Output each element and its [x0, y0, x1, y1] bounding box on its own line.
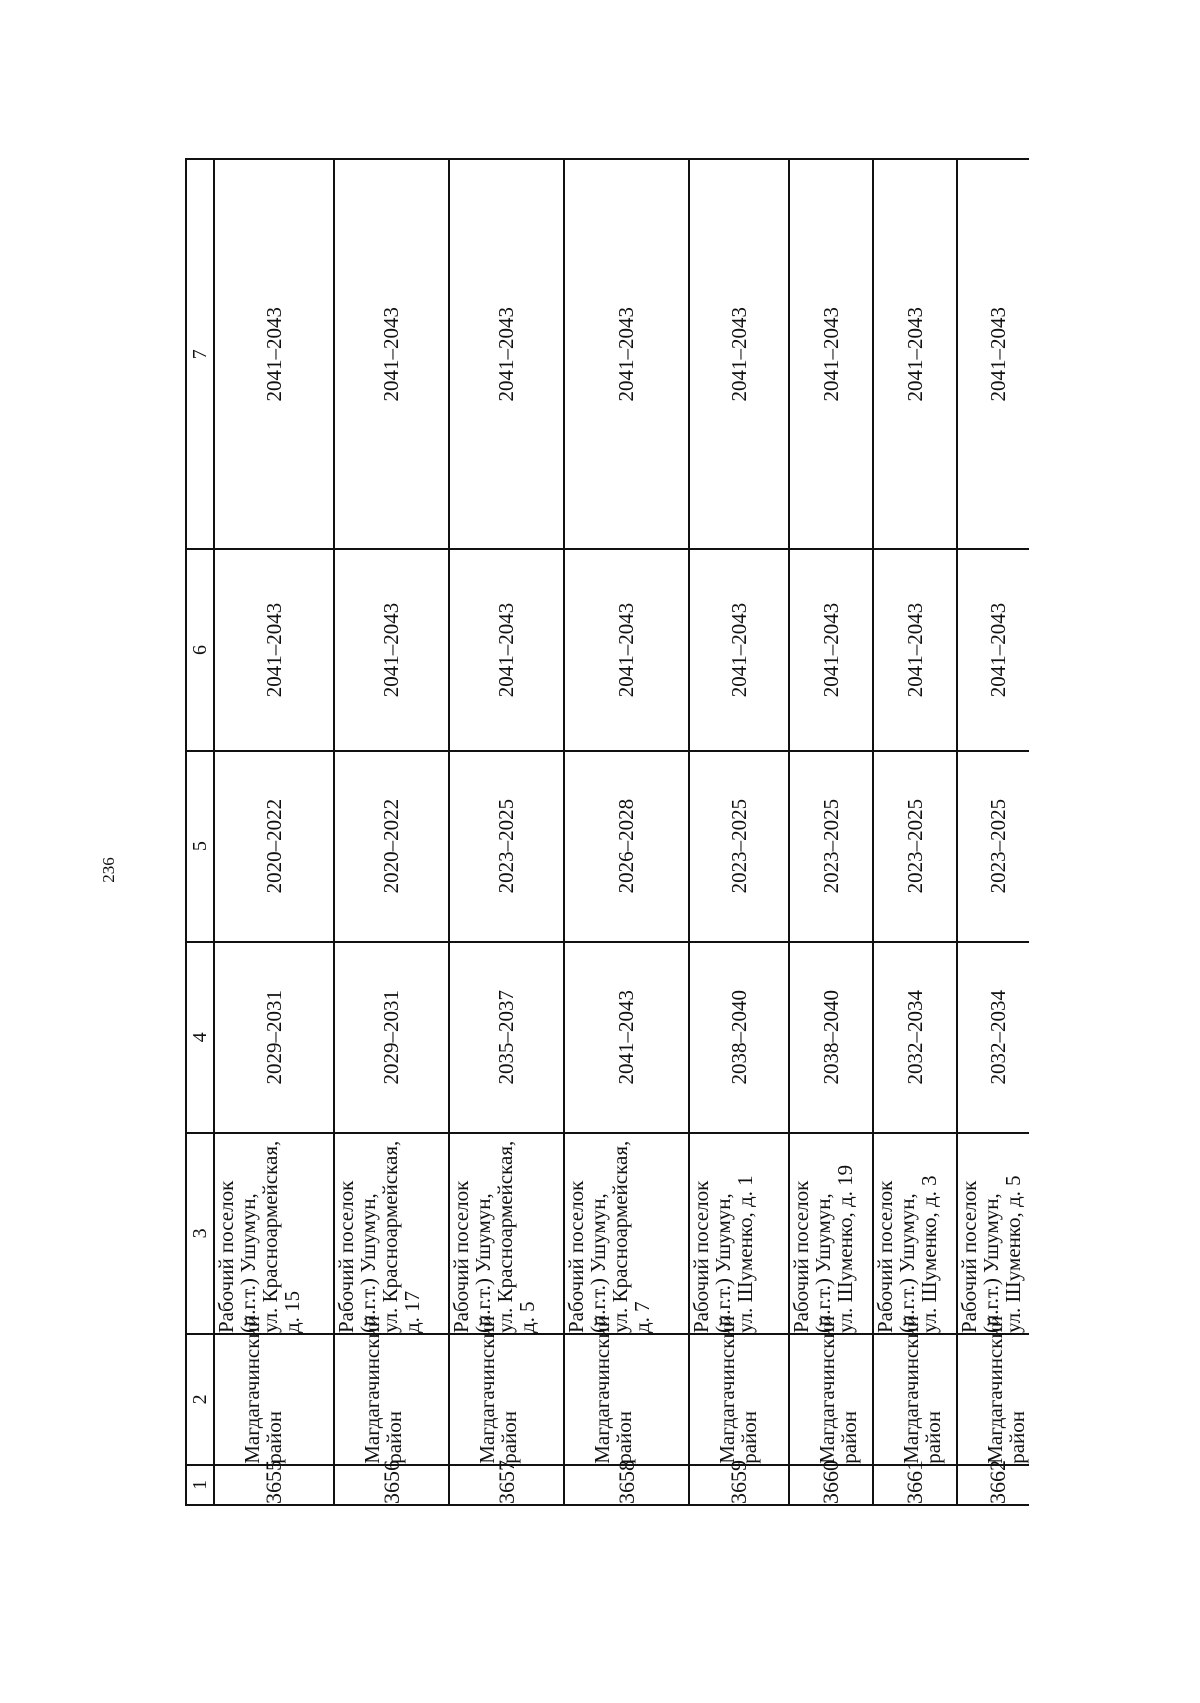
address-line: ул. Шуменко, д. 5 [1001, 1175, 1026, 1333]
header-row [186, 159, 214, 1505]
row-number-cell: 3657 [449, 1465, 564, 1505]
period-cell-col7: 2041–2043 [214, 159, 334, 549]
address-line: ул. Красноармейская, [378, 1140, 403, 1333]
period-cell-col6: 2041–2043 [689, 549, 789, 750]
address-line: (п.г.т.) Ушумун, [979, 1193, 1004, 1333]
address-line: д. 15 [280, 1290, 305, 1333]
row-number-cell: 3660 [789, 1465, 873, 1505]
period-cell-col7: 2041–2043 [449, 159, 564, 549]
column-header: 6 [186, 549, 214, 750]
district-text: Магдагачинский район [715, 1316, 762, 1464]
address-line: (п.г.т.) Ушумун, [586, 1193, 611, 1333]
district-cell [957, 1316, 1029, 1465]
period-cell-col5: 2023–2025 [873, 751, 957, 942]
address-cell [689, 1133, 789, 1334]
row-number-cell: 3655 [214, 1465, 334, 1505]
address-line: (п.г.т.) Ушумун, [811, 1193, 836, 1333]
table-row [689, 159, 789, 1505]
period-cell-col6: 2041–2043 [334, 549, 449, 750]
address-cell [789, 1133, 873, 1334]
address-cell [957, 1133, 1029, 1334]
column-header: 2 [186, 1334, 214, 1465]
address-line: ул. Шуменко, д. 19 [833, 1164, 858, 1333]
page-number: 236 [99, 857, 118, 883]
period-cell-col4: 2035–2037 [449, 942, 564, 1133]
period-cell-col4: 2038–2040 [789, 942, 873, 1133]
address-line: д. 7 [630, 1301, 655, 1333]
address-line: ул. Красноармейская, [493, 1140, 518, 1333]
period-cell-col5: 2020–2022 [214, 751, 334, 942]
period-cell-col6: 2041–2043 [214, 549, 334, 750]
address-line: д. 17 [400, 1290, 425, 1333]
address-cell [564, 1133, 689, 1334]
address-line: ул. Красноармейская, [258, 1140, 283, 1333]
district-text: Магдагачинский район [240, 1316, 287, 1464]
period-cell-col7: 2041–2043 [873, 159, 957, 549]
period-cell-col6: 2041–2043 [873, 549, 957, 750]
district-text: Магдагачинский район [590, 1316, 637, 1464]
address-line: Рабочий поселок [789, 1180, 813, 1333]
period-cell-col4: 2029–2031 [214, 942, 334, 1133]
period-cell-col6: 2041–2043 [449, 549, 564, 750]
address-line: Рабочий поселок [449, 1180, 473, 1333]
district-text: Магдагачинский район [360, 1316, 407, 1464]
address-line: Рабочий поселок [689, 1180, 713, 1333]
row-number-cell: 3658 [564, 1465, 689, 1505]
address-line: Рабочий поселок [214, 1180, 238, 1333]
table-row [449, 159, 564, 1505]
period-cell-col7: 2041–2043 [789, 159, 873, 549]
period-cell-col4: 2038–2040 [689, 942, 789, 1133]
period-cell-col6: 2041–2043 [957, 549, 1029, 750]
row-number-cell: 3661 [873, 1465, 957, 1505]
table-row [957, 159, 1029, 1505]
district-cell [789, 1316, 873, 1465]
registry-table [185, 158, 1029, 1506]
table-row [873, 159, 957, 1505]
address-cell [334, 1133, 449, 1334]
district-text: Магдагачинский район [815, 1316, 862, 1464]
address-line: Рабочий поселок [334, 1180, 358, 1333]
period-cell-col4: 2032–2034 [873, 942, 957, 1133]
address-line: ул. Шуменко, д. 3 [917, 1175, 942, 1333]
address-line: Рабочий поселок [873, 1180, 897, 1333]
district-cell [214, 1316, 334, 1465]
column-header: 5 [186, 751, 214, 942]
address-line: Рабочий поселок [957, 1180, 981, 1333]
address-line: ул. Шуменко, д. 1 [733, 1175, 758, 1333]
address-line: (п.г.т.) Ушумун, [711, 1193, 736, 1333]
period-cell-col6: 2041–2043 [564, 549, 689, 750]
period-cell-col4: 2029–2031 [334, 942, 449, 1133]
address-cell [873, 1133, 957, 1334]
period-cell-col7: 2041–2043 [564, 159, 689, 549]
address-cell [449, 1133, 564, 1334]
address-line: (п.г.т.) Ушумун, [895, 1193, 920, 1333]
period-cell-col6: 2041–2043 [789, 549, 873, 750]
district-text: Магдагачинский район [899, 1316, 946, 1464]
column-header: 1 [186, 1465, 214, 1505]
period-cell-col7: 2041–2043 [957, 159, 1029, 549]
period-cell-col5: 2023–2025 [449, 751, 564, 942]
period-cell-col4: 2041–2043 [564, 942, 689, 1133]
period-cell-col7: 2041–2043 [334, 159, 449, 549]
address-line: (п.г.т.) Ушумун, [471, 1193, 496, 1333]
district-cell [873, 1316, 957, 1465]
district-text: Магдагачинский район [983, 1316, 1029, 1464]
period-cell-col5: 2020–2022 [334, 751, 449, 942]
district-cell [334, 1316, 449, 1465]
column-header: 7 [186, 159, 214, 549]
address-line: д. 5 [515, 1301, 540, 1333]
period-cell-col5: 2023–2025 [689, 751, 789, 942]
table-row [214, 159, 334, 1505]
address-line: Рабочий поселок [564, 1180, 588, 1333]
table-row [334, 159, 449, 1505]
address-line: (п.г.т.) Ушумун, [356, 1193, 381, 1333]
column-header: 4 [186, 942, 214, 1133]
district-cell [689, 1316, 789, 1465]
column-header: 3 [186, 1133, 214, 1334]
table-row [564, 159, 689, 1505]
address-cell [214, 1133, 334, 1334]
row-number-cell: 3662 [957, 1465, 1029, 1505]
period-cell-col5: 2023–2025 [957, 751, 1029, 942]
row-number-cell: 3659 [689, 1465, 789, 1505]
address-line: (п.г.т.) Ушумун, [236, 1193, 261, 1333]
address-line: ул. Красноармейская, [608, 1140, 633, 1333]
row-number-cell: 3656 [334, 1465, 449, 1505]
period-cell-col5: 2023–2025 [789, 751, 873, 942]
table-row [789, 159, 873, 1505]
period-cell-col5: 2026–2028 [564, 751, 689, 942]
period-cell-col7: 2041–2043 [689, 159, 789, 549]
period-cell-col4: 2032–2034 [957, 942, 1029, 1133]
table-frame [185, 158, 1029, 1506]
district-text: Магдагачинский район [475, 1316, 522, 1464]
